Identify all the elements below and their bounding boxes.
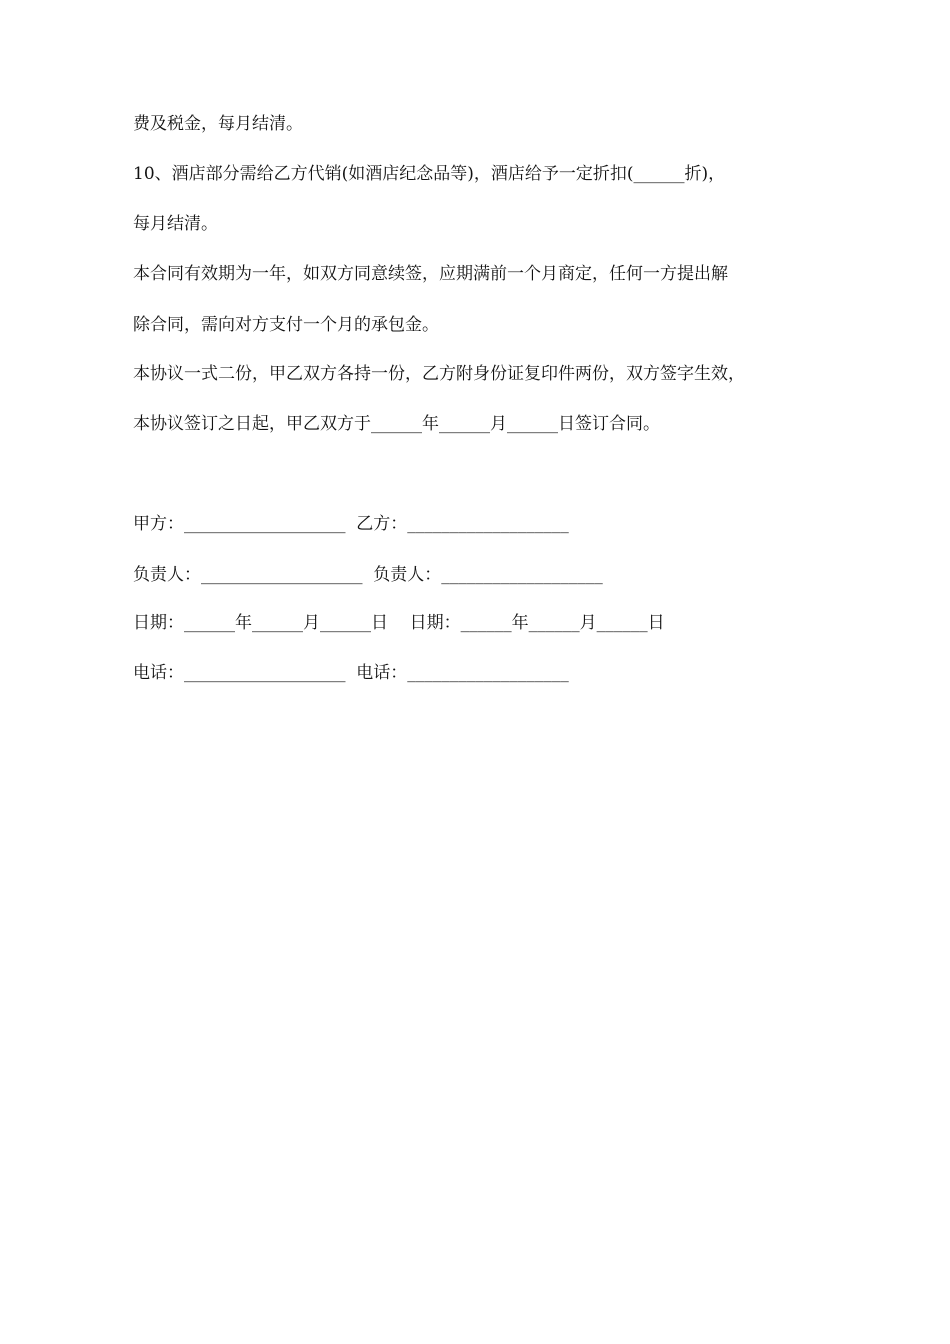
validity-line: 除合同，需向对方支付一个月的承包金。 [133,315,439,335]
clause-10-line: 10、酒店部分需给乙方代销(如酒店纪念品等)，酒店给予一定折扣(______折)， [133,164,726,184]
responsible-person-line: 负责人：___________________ 负责人：___________________ [133,565,603,585]
phone-line: 电话：___________________ 电话：___________________ [133,663,569,683]
clause-line: 费及税金，每月结清。 [133,114,303,134]
signing-date-line: 本协议签订之日起，甲乙双方于______年______月______日签订合同。 [133,414,660,434]
validity-line: 本合同有效期为一年，如双方同意续签，应期满前一个月商定，任何一方提出解 [133,264,728,284]
date-line: 日期：______年______月______日 日期：______年______月______日 [133,613,665,633]
copies-line: 本协议一式二份，甲乙双方各持一份，乙方附身份证复印件两份，双方签字生效， [133,364,745,384]
clause-line: 每月结清。 [133,214,218,234]
party-line: 甲方：___________________ 乙方：___________________ [133,514,569,534]
